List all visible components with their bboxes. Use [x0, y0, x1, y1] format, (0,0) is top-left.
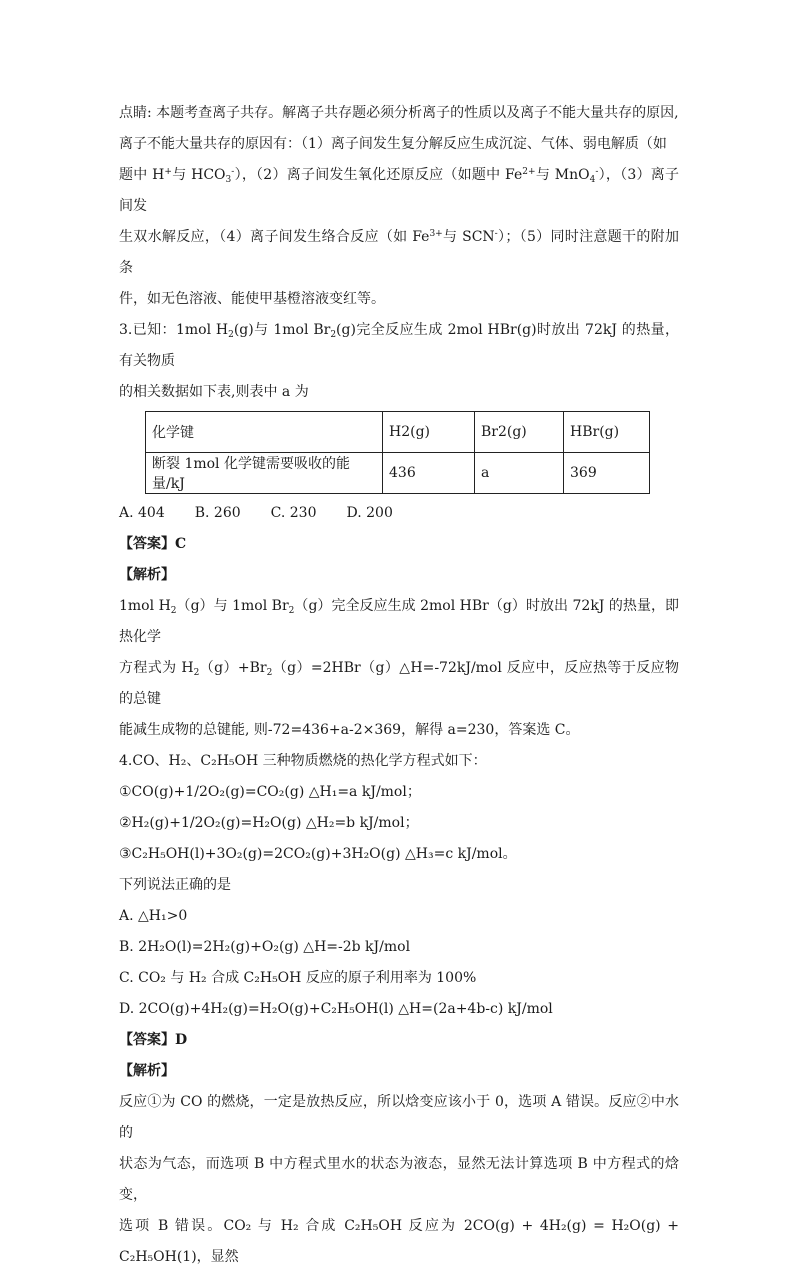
text: 与 MnO [535, 167, 590, 183]
question-4 [119, 746, 679, 1273]
table-header-row [146, 412, 650, 453]
text: ）；（5）同时注意题干的附加条 [119, 229, 679, 276]
text: 生双水解反应，（4）离子间发生络合反应（如 Fe [119, 229, 430, 245]
option-c: C. 230 [270, 505, 317, 521]
text: 与 HCO [171, 167, 226, 183]
option-a: A. 404 [119, 505, 165, 521]
text: （g）与 1mol Br [176, 598, 289, 614]
table-cell: 断裂 1mol 化学键需要吸收的能量/kJ [146, 453, 383, 494]
subscript: 2 [266, 668, 273, 678]
superscript: 2+ [522, 167, 536, 177]
text: ），（3）离子间发 [119, 167, 679, 214]
note-line-4 [119, 222, 679, 284]
q4-analysis-line-3: 选项 B 错误。CO₂ 与 H₂ 合成 C₂H₅OH 反应为 2CO(g) + 4H₂(g) = H₂O(g) + C₂H₅OH(1)，显然 [119, 1218, 679, 1265]
table-cell: 436 [383, 453, 475, 494]
subscript: 2 [228, 330, 234, 340]
q4-analysis-line-2: 状态为气态，而选项 B 中方程式里水的状态为液态，显然无法计算选项 B 中方程式的焓变， [119, 1156, 679, 1203]
text: （g）+Br [199, 660, 267, 676]
q3-analysis-line-3: 能减生成物的总键能, 则-72=436+a-2×369，解得 a=230，答案选 C。 [119, 722, 580, 738]
text: （g）=2HBr（g）△H=-72kJ/mol 反应中，反应热等于反应物的总键 [119, 660, 679, 707]
q4-equation-3: ③C₂H₅OH(l)+3O₂(g)=2CO₂(g)+3H₂O(g) △H₃=c kJ/mol。 [119, 846, 517, 862]
note-line-1 [119, 98, 679, 129]
note-section [119, 98, 679, 315]
superscript: - [595, 167, 599, 177]
q4-prompt: 下列说法正确的是 [119, 877, 231, 893]
superscript: + [164, 167, 172, 177]
text: (g)完全反应生成 2mol HBr(g)时放出 72kJ 的热量，有关物质 [119, 322, 680, 369]
q3-analysis-line-1 [119, 591, 679, 653]
text: 3.已知：1mol H [119, 322, 229, 338]
q3-stem-line-2 [119, 377, 679, 408]
text: 方程式为 H [119, 660, 194, 676]
q3-stem-line-1 [119, 315, 679, 377]
note-line-2 [119, 129, 679, 160]
subscript: 2 [330, 330, 337, 340]
table-row [146, 453, 650, 494]
table-cell: 化学键 [146, 412, 383, 453]
q4-option-b: B. 2H₂O(l)=2H₂(g)+O₂(g) △H=-2b kJ/mol [119, 939, 411, 955]
q4-stem: 4.CO、H₂、C₂H₅OH 三种物质燃烧的热化学方程式如下： [119, 753, 487, 769]
q3-analysis-label: 【解析】 [119, 567, 175, 583]
text: 点睛: 本题考查离子共存。解离子共存题必须分析离子的性质以及离子不能大量共存的原因, [119, 105, 679, 121]
table-cell: HBr(g) [564, 412, 650, 453]
text: 1mol H [119, 598, 171, 614]
q3-analysis-line-2 [119, 653, 679, 715]
bond-energy-table [145, 411, 650, 494]
q4-analysis-line-1: 反应①为 CO 的燃烧，一定是放热反应，所以焓变应该小于 0，选项 A 错误。反应②中水的 [119, 1094, 679, 1141]
subscript: 3 [225, 175, 232, 185]
document-page [119, 98, 679, 1273]
q3-options [119, 498, 679, 529]
subscript: 2 [288, 606, 295, 616]
superscript: 3+ [429, 229, 443, 239]
superscript: - [231, 167, 235, 177]
subscript: 2 [170, 606, 177, 616]
text: （g）完全反应生成 2mol HBr（g）时放出 72kJ 的热量，即热化学 [119, 598, 680, 645]
table-cell: Br2(g) [475, 412, 564, 453]
table-cell: 369 [564, 453, 650, 494]
q4-option-d: D. 2CO(g)+4H₂(g)=H₂O(g)+C₂H₅OH(l) △H=(2a+4b-c) kJ/mol [119, 1001, 553, 1017]
superscript: - [494, 229, 498, 239]
option-b: B. 260 [194, 505, 241, 521]
table-cell: H2(g) [383, 412, 475, 453]
question-3 [119, 315, 679, 746]
text: 的相关数据如下表,则表中 a 为 [119, 384, 309, 400]
note-line-5 [119, 284, 679, 315]
text: ），（2）离子间发生氧化还原反应（如题中 Fe [234, 167, 523, 183]
text: 与 SCN [442, 229, 495, 245]
q4-option-a: A. △H₁>0 [119, 908, 188, 924]
text: (g)与 1mol Br [233, 322, 331, 338]
text: 离子不能大量共存的原因有：（1）离子间发生复分解反应生成沉淀、气体、弱电解质（如 [119, 136, 667, 152]
text: 题中 H [119, 167, 165, 183]
text: 件，如无色溶液、能使甲基橙溶液变红等。 [119, 291, 385, 307]
q4-analysis-label: 【解析】 [119, 1063, 175, 1079]
q4-equation-1: ①CO(g)+1/2O₂(g)=CO₂(g) △H₁=a kJ/mol； [119, 784, 421, 800]
table-cell: a [475, 453, 564, 494]
q4-option-c: C. CO₂ 与 H₂ 合成 C₂H₅OH 反应的原子利用率为 100% [119, 970, 477, 986]
subscript: 4 [589, 175, 596, 185]
q4-answer: 【答案】D [119, 1032, 188, 1048]
q3-answer: 【答案】C [119, 536, 187, 552]
subscript: 2 [193, 668, 200, 678]
q4-equation-2: ②H₂(g)+1/2O₂(g)=H₂O(g) △H₂=b kJ/mol； [119, 815, 419, 831]
note-line-3 [119, 160, 679, 222]
option-d: D. 200 [346, 505, 393, 521]
